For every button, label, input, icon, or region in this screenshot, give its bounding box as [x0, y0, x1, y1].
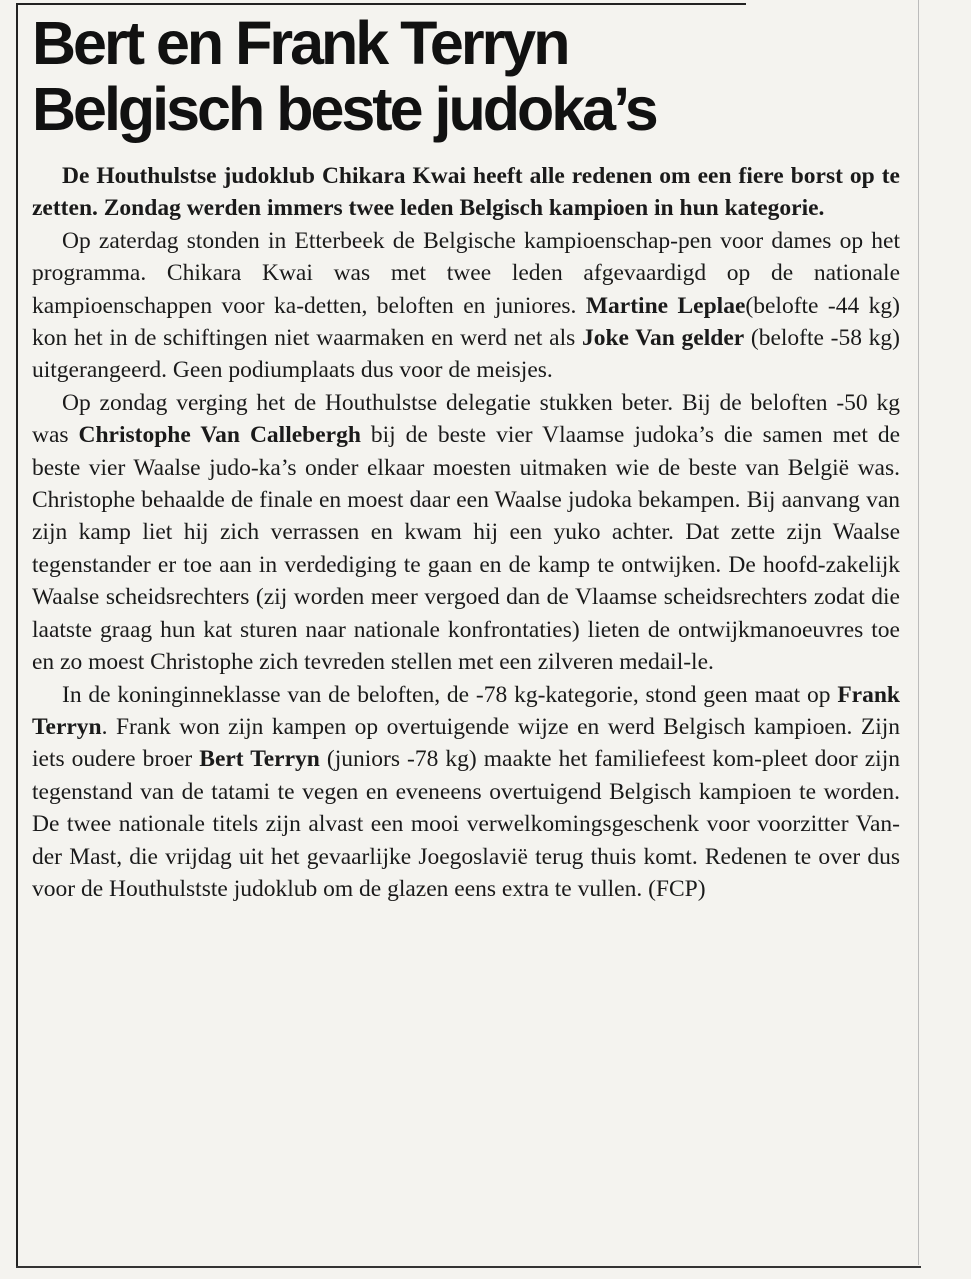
paragraph-text: In de koninginneklasse van de beloften, de -78 kg-kategorie, stond geen maat op [62, 681, 838, 708]
bottom-rule [16, 1266, 921, 1268]
paragraph-text: Op zaterdag stonden in Etterbeek de Belgische kampioenschap-pen voor dames op het programma. Chikara Kwai was met twee leden afgevaardigd op de nationale kampioenschappen voor ka-detten, beloften en juniores. [32, 227, 900, 319]
paragraph-text: . Frank won zijn kampen op overtuigende wijze en werd Belgisch kampioen. Zijn iets oudere broer [32, 713, 900, 773]
athlete-name: Joke Van gelder [581, 325, 745, 352]
paragraph-sunday [32, 387, 900, 679]
left-column-rule [16, 3, 18, 1268]
paragraph-text: Op zondag verging het de Houthulstse delegatie stukken beter. Bij de beloften -50 kg was [32, 389, 900, 449]
paragraph-text: (juniors -78 kg) maakte het familiefeest kom-pleet door zijn tegenstand van de tatami te vegen en eveneens overtuigend Belgisch kampioen te worden. De twee nationale titels zijn alvast een mooi verwelkomingsgeschenk voor voorzitter Van-der Mast, die vrijdag uit het gevaarlijke Joegoslavië terug thuis komt. Redenen te over dus voor de Houthulstste judoklub om de glazen eens extra te vullen. (FCP) [32, 746, 900, 902]
article-headline [32, 10, 900, 142]
right-column-rule [918, 0, 919, 1265]
athlete-name: Christophe Van Callebergh [78, 422, 361, 449]
top-rule [18, 3, 746, 5]
paragraph-champions [32, 679, 900, 906]
article-lead: De Houthulstse judoklub Chikara Kwai heeft alle redenen om een fiere borst op te zetten. Zondag werden immers twee leden Belgisch kampioen in hun kategorie. [32, 163, 900, 222]
athlete-name: Frank Terryn [32, 681, 900, 740]
athlete-name: Martine Leplae [585, 292, 746, 319]
headline-line-2: Belgisch beste judoka’s [32, 75, 656, 143]
newspaper-article [32, 10, 900, 905]
paragraph-text: (belofte -58 kg) uitgerangeerd. Geen podiumplaats dus voor de meisjes. [32, 325, 900, 384]
athlete-name: Bert Terryn [199, 746, 320, 773]
headline-line-1: Bert en Frank Terryn [32, 9, 568, 77]
paragraph-text: (belofte -44 kg) kon het in de schiftingen niet waarmaken en werd net als [32, 292, 900, 352]
paragraph-saturday [32, 225, 900, 387]
paragraph-text: bij de beste vier Vlaamse judoka’s die samen met de beste vier Waalse judo-ka’s onder elkaar moesten uitmaken wie de beste van België was. Christophe behaalde de finale en moest daar een Waalse judoka bekampen. Bij aanvang van zijn kamp liet hij zich verrassen en kwam hij een yuko achter. Dat zette zijn Waalse tegenstander er toe aan in verdediging te gaan en de kamp te ontwijken. De hoofd-zakelijk Waalse scheidsrechters (zij worden meer vergoed dan de Vlaamse scheidsrechters zodat die laatste graag hun kat sturen naar nationale konfrontaties) lieten de ontwijkmanoeuvres toe en zo moest Christophe zich tevreden stellen met een zilveren medail-le. [32, 422, 900, 676]
